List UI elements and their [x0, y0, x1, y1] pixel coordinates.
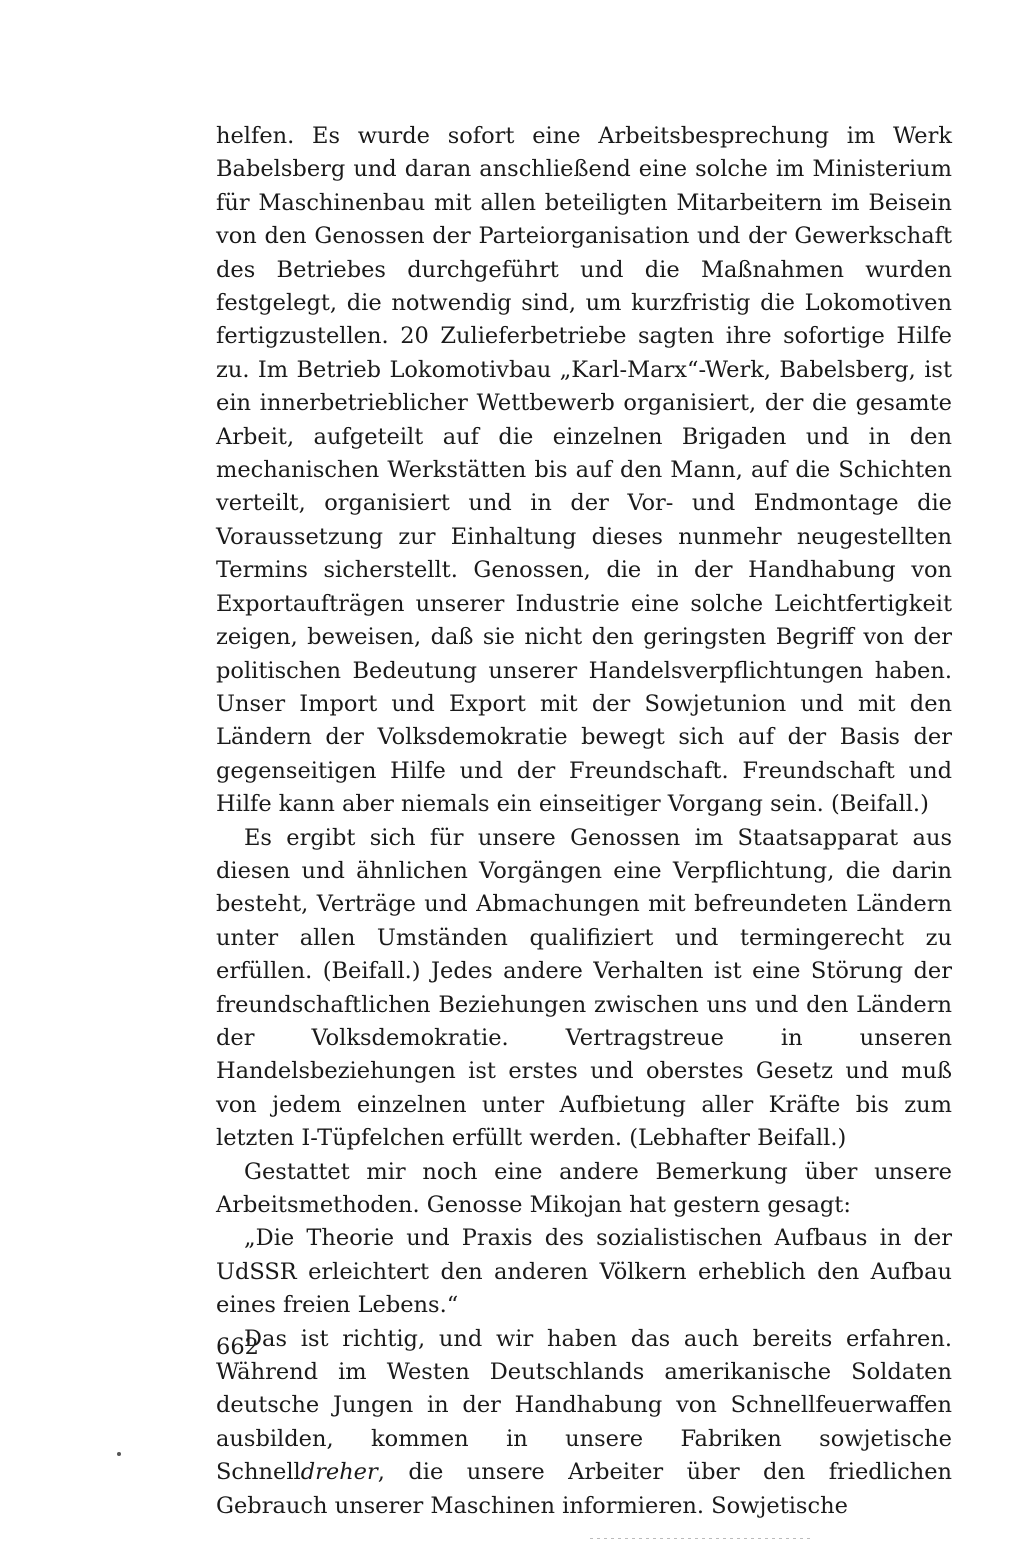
body-text	[216, 120, 952, 1523]
paragraph-5-end: , die unsere Arbeiter über den friedlichen Gebrauch unserer Maschinen informieren. Sowjetische	[216, 1459, 952, 1519]
paragraph-2: Es ergibt sich für unsere Genossen im Staatsapparat aus diesen und ähnlichen Vorgängen eine Verpflichtung, die darin besteht, Verträge und Abmachungen mit befreundeten Ländern unter allen Umständen qualifiziert und termingerecht zu erfüllen. (Beifall.) Jedes andere Verhalten ist eine Störung der freundschaftlichen Beziehungen zwischen uns und den Ländern der Volksdemokratie. Vertragstreue in unseren Handelsbeziehungen ist erstes und oberstes Gesetz und muß von jedem einzelnen unter Aufbietung aller Kräfte bis zum letzten I-Tüpfelchen erfüllt werden. (Lebhafter Beifall.)	[216, 824, 952, 1152]
page-number: 662	[216, 1334, 259, 1360]
paragraph-3: Gestattet mir noch eine andere Bemerkung über unsere Arbeitsmethoden. Genosse Mikojan hat gestern gesagt:	[216, 1158, 952, 1218]
paragraph-1: helfen. Es wurde sofort eine Arbeitsbesprechung im Werk Babelsberg und daran anschließend eine solche im Ministerium für Maschinenbau mit allen beteiligten Mitarbeitern im Beisein von den Genossen der Parteiorganisation und der Gewerkschaft des Betriebes durchgeführt und die Maßnahmen wurden festgelegt, die notwendig sind, um kurzfristig die Lokomotiven fertigzustellen. 20 Zulieferbetriebe sagten ihre sofortige Hilfe zu. Im Betrieb Lokomotivbau „Karl-Marx“-Werk, Babelsberg, ist ein innerbetrieblicher Wettbewerb organisiert, der die gesamte Arbeit, aufgeteilt auf die einzelnen Brigaden und in den mechanischen Werkstätten bis auf den Mann, auf die Schichten verteilt, organisiert und in der Vor- und Endmontage die Voraussetzung zur Einhaltung dieses nunmehr neugestellten Termins sicherstellt. Genossen, die in der Handhabung von Exportaufträgen unserer Industrie eine solche Leichtfertigkeit zeigen, beweisen, daß sie nicht den geringsten Begriff von der politischen Bedeutung unserer Handelsverpflichtungen haben. Unser Import und Export mit der Sowjetunion und mit den Ländern der Volksdemokratie bewegt sich auf der Basis der gegenseitigen Hilfe und der Freundschaft. Freundschaft und Hilfe kann aber niemals ein einseitiger Vorgang sein. (Beifall.)	[216, 123, 952, 818]
paragraph-4-quote: „Die Theorie und Praxis des sozialistischen Aufbaus in der UdSSR erleichtert den anderen Völkern erheblich den Aufbau eines freien Lebens.“	[216, 1225, 952, 1319]
scan-speck	[117, 1452, 121, 1456]
paragraph-5-emphasis: dreher	[300, 1459, 378, 1486]
paragraph-5-start: Das ist richtig, und wir haben das auch bereits erfahren. Während im Westen Deutschlands amerikanische Soldaten deutsche Jungen in der Handhabung von Schnellfeuerwaffen ausbilden, kommen in unsere Fabriken sowjetische Schnell	[216, 1325, 952, 1486]
paragraph-5	[216, 1323, 952, 1523]
scan-artifact-line	[590, 1538, 810, 1539]
